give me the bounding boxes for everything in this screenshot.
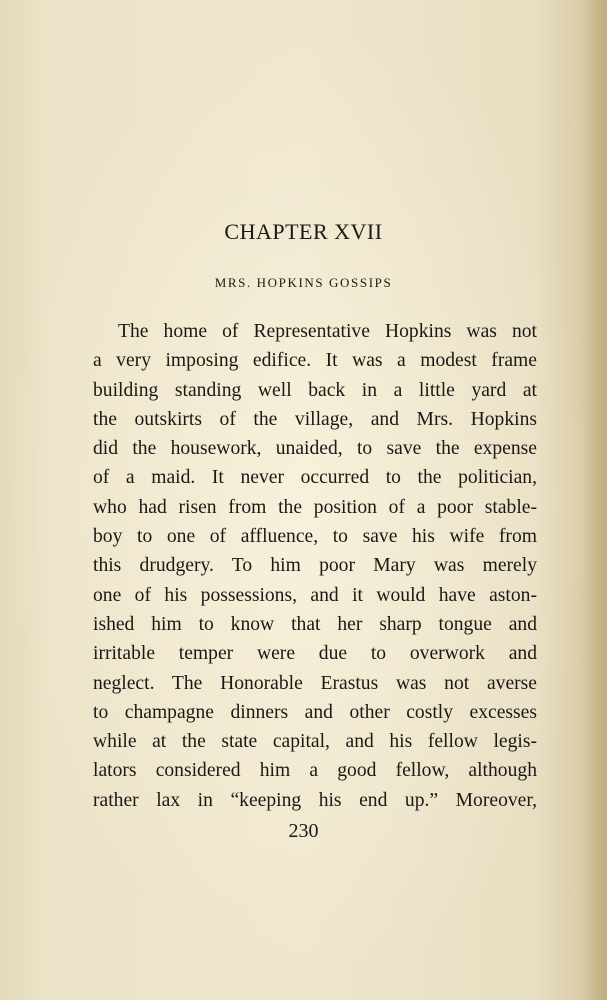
- chapter-title: CHAPTER XVII: [224, 219, 383, 244]
- text-line: to champagne dinners and other costly excesses: [93, 701, 537, 723]
- text-line: while at the state capital, and his fellow legis-: [93, 731, 537, 753]
- text-line: did the housework, unaided, to save the expense: [93, 438, 537, 460]
- text-line: neglect. The Honorable Erastus was not averse: [93, 672, 537, 694]
- text-line: rather lax in “keeping his end up.” Moreover,: [93, 789, 537, 811]
- text-line: boy to one of affluence, to save his wife from: [93, 526, 537, 548]
- text-line: lators considered him a good fellow, although: [93, 760, 537, 782]
- text-line: building standing well back in a little yard at: [93, 379, 537, 401]
- text-line: irritable temper were due to overwork and: [93, 643, 537, 665]
- chapter-subtitle: MRS. HOPKINS GOSSIPS: [214, 275, 393, 290]
- text-line: The home of Representative Hopkins was not: [118, 321, 537, 342]
- page-number: 230: [288, 820, 319, 842]
- text-line: who had risen from the position of a poor stable-: [93, 496, 537, 518]
- text-line: one of his possessions, and it would have aston-: [93, 584, 537, 606]
- text-line: of a maid. It never occurred to the politician,: [93, 467, 537, 489]
- text-line: ished him to know that her sharp tongue and: [93, 613, 537, 635]
- text-line: this drudgery. To him poor Mary was merely: [93, 555, 537, 577]
- body-text: [93, 317, 537, 815]
- text-line: the outskirts of the village, and Mrs. Hopkins: [93, 408, 537, 430]
- text-line: a very imposing edifice. It was a modest frame: [93, 350, 537, 372]
